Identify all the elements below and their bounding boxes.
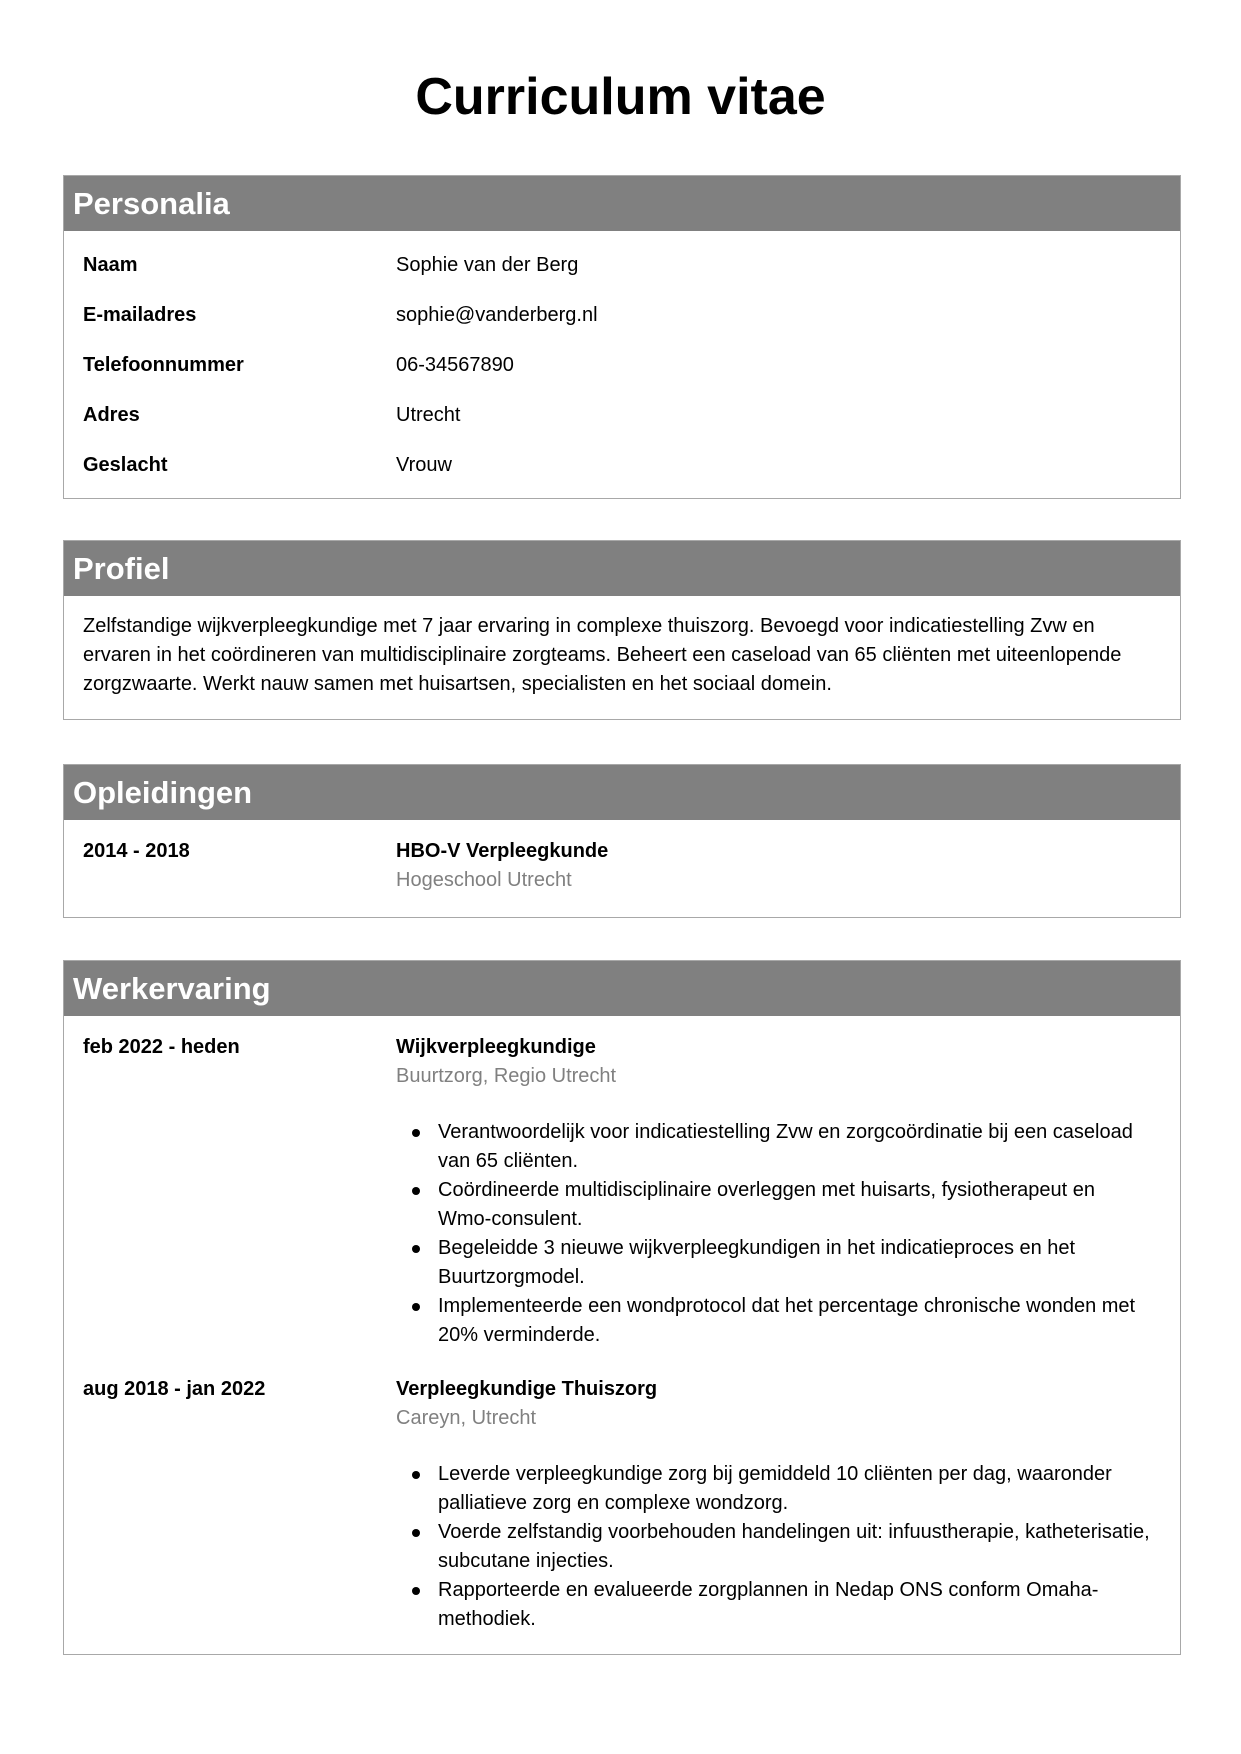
- bullet-text: Voerde zelfstandig voorbehouden handelingen uit: infuustherapie, katheterisatie, subcutane injecties.: [438, 1521, 1150, 1572]
- field-value: Utrecht: [396, 404, 461, 426]
- education-institution: Hogeschool Utrecht: [396, 869, 572, 891]
- work-title: Wijkverpleegkundige: [396, 1036, 596, 1058]
- work-title: Verpleegkundige Thuiszorg: [396, 1378, 658, 1400]
- work-entry: [83, 1375, 1161, 1634]
- werkervaring-section: [63, 960, 1181, 1655]
- personalia-row-address: [83, 401, 1161, 451]
- work-employer: Careyn, Utrecht: [396, 1407, 537, 1429]
- werkervaring-heading: Werkervaring: [64, 961, 1180, 1016]
- work-bullets: [396, 1460, 1161, 1634]
- bullet-icon: [412, 1529, 420, 1537]
- work-entry: [83, 1033, 1161, 1350]
- profiel-heading: Profiel: [64, 541, 1180, 596]
- opleidingen-body: [64, 820, 1180, 917]
- page-title: Curriculum vitae: [415, 68, 826, 126]
- personalia-body: [64, 231, 1180, 498]
- bullet-text: Leverde verpleegkundige zorg bij gemiddeld 10 cliënten per dag, waaronder palliatieve zorg en complexe wondzorg.: [438, 1463, 1112, 1514]
- list-item: [438, 1234, 1161, 1292]
- bullet-icon: [412, 1587, 420, 1595]
- list-item: [438, 1292, 1161, 1350]
- field-label: Telefoonnummer: [83, 354, 244, 376]
- bullet-icon: [412, 1471, 420, 1479]
- field-label: Geslacht: [83, 454, 168, 476]
- work-bullets: [396, 1118, 1161, 1350]
- profiel-body: [64, 596, 1180, 719]
- list-item: [438, 1176, 1161, 1234]
- field-value: Sophie van der Berg: [396, 254, 579, 276]
- bullet-text: Rapporteerde en evalueerde zorgplannen in Nedap ONS conform Omaha-methodiek.: [438, 1579, 1099, 1630]
- personalia-row-phone: [83, 351, 1161, 401]
- list-item: [438, 1576, 1161, 1634]
- personalia-row-gender: [83, 451, 1161, 480]
- bullet-text: Verantwoordelijk voor indicatiestelling Zvw en zorgcoördinatie bij een caseload van 65 cliënten.: [438, 1121, 1133, 1172]
- list-item: [438, 1518, 1161, 1576]
- work-details: [396, 1033, 1161, 1350]
- list-item: [438, 1460, 1161, 1518]
- bullet-icon: [412, 1303, 420, 1311]
- field-label: E-mailadres: [83, 304, 197, 326]
- opleidingen-section: [63, 764, 1181, 918]
- personalia-section: [63, 175, 1181, 499]
- bullet-icon: [412, 1187, 420, 1195]
- personalia-row-name: [83, 251, 1161, 301]
- profiel-section: [63, 540, 1181, 720]
- bullet-icon: [412, 1245, 420, 1253]
- bullet-text: Coördineerde multidisciplinaire overleggen met huisarts, fysiotherapeut en Wmo-consulent.: [438, 1179, 1096, 1230]
- work-period: aug 2018 - jan 2022: [83, 1378, 266, 1400]
- education-entry: [83, 837, 1161, 895]
- opleidingen-heading: Opleidingen: [64, 765, 1180, 820]
- werkervaring-body: [64, 1016, 1180, 1654]
- profile-text: Zelfstandige wijkverpleegkundige met 7 jaar ervaring in complexe thuiszorg. Bevoegd voor indicatiestelling Zvw en ervaren in het coördineren van multidisciplinaire zorgteams. Beheert een caseload van 65 cliënten met uiteenlopende zorgzwaarte. Werkt nauw samen met huisartsen, specialisten en het sociaal domein.: [83, 615, 1122, 695]
- personalia-heading: Personalia: [64, 176, 1180, 231]
- field-value: 06-34567890: [396, 354, 514, 376]
- personalia-row-email: [83, 301, 1161, 351]
- work-employer: Buurtzorg, Regio Utrecht: [396, 1065, 617, 1087]
- bullet-text: Begeleidde 3 nieuwe wijkverpleegkundigen in het indicatieproces en het Buurtzorgmodel.: [438, 1237, 1076, 1288]
- field-label: Naam: [83, 254, 138, 276]
- field-value: sophie@vanderberg.nl: [396, 304, 598, 326]
- field-value: Vrouw: [396, 454, 452, 476]
- education-details: [396, 837, 1161, 895]
- work-period: feb 2022 - heden: [83, 1036, 240, 1058]
- education-title: HBO-V Verpleegkunde: [396, 840, 609, 862]
- bullet-icon: [412, 1129, 420, 1137]
- list-item: [438, 1118, 1161, 1176]
- field-label: Adres: [83, 404, 140, 426]
- education-period: 2014 - 2018: [83, 840, 190, 862]
- bullet-text: Implementeerde een wondprotocol dat het percentage chronische wonden met 20% verminderde.: [438, 1295, 1136, 1346]
- work-details: [396, 1375, 1161, 1634]
